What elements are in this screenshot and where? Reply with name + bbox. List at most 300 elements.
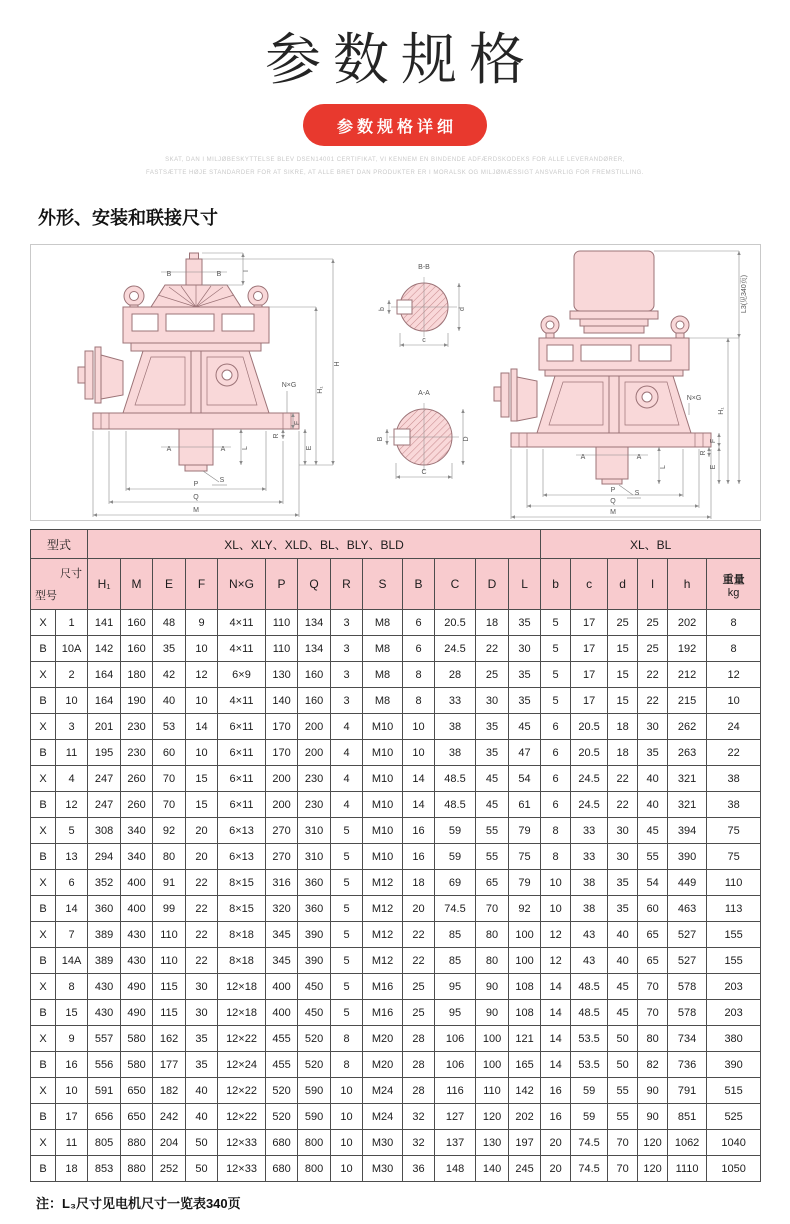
col-header: D <box>476 559 509 610</box>
table-cell: 360 <box>298 896 331 922</box>
table-cell: 8×15 <box>218 896 266 922</box>
table-cell: 650 <box>121 1078 153 1104</box>
table-cell: 16 <box>56 1052 88 1078</box>
table-cell: 5 <box>541 610 571 636</box>
table-cell: 800 <box>298 1156 331 1182</box>
table-cell: 8 <box>331 1026 363 1052</box>
table-cell: 12×18 <box>218 974 266 1000</box>
table-cell: 116 <box>435 1078 476 1104</box>
dim-label: H <box>334 361 341 367</box>
table-cell: 10 <box>56 688 88 714</box>
table-cell: B <box>31 948 56 974</box>
table-cell: 6 <box>541 714 571 740</box>
table-cell: 12×22 <box>218 1104 266 1130</box>
table-cell: 5 <box>331 870 363 896</box>
table-cell: 400 <box>121 896 153 922</box>
table-cell: 48 <box>153 610 186 636</box>
table-cell: 212 <box>668 662 707 688</box>
table-cell: 190 <box>121 688 153 714</box>
table-cell: 230 <box>121 740 153 766</box>
table-cell: 18 <box>403 870 435 896</box>
table-cell: 79 <box>509 870 541 896</box>
table-cell: 33 <box>435 688 476 714</box>
table-cell: 5 <box>331 818 363 844</box>
group-header-type: 型式 <box>31 530 88 559</box>
table-cell: 6×13 <box>218 844 266 870</box>
table-cell: 14A <box>56 948 88 974</box>
table-cell: M8 <box>363 662 403 688</box>
table-cell: 3 <box>331 636 363 662</box>
table-cell: 12 <box>707 662 761 688</box>
table-cell: 100 <box>476 1026 509 1052</box>
table-cell: 8 <box>331 1052 363 1078</box>
table-cell: 352 <box>88 870 121 896</box>
table-cell: 260 <box>121 766 153 792</box>
table-cell: 455 <box>266 1052 298 1078</box>
table-cell: 20.5 <box>435 610 476 636</box>
table-cell: B <box>31 1104 56 1130</box>
table-cell: 106 <box>435 1052 476 1078</box>
table-cell: 6×9 <box>218 662 266 688</box>
table-cell: 202 <box>668 610 707 636</box>
table-cell: 35 <box>153 636 186 662</box>
table-cell: 270 <box>266 844 298 870</box>
table-cell: 390 <box>298 948 331 974</box>
col-header: c <box>571 559 608 610</box>
col-header: S <box>363 559 403 610</box>
table-cell: 85 <box>435 948 476 974</box>
dim-label: F <box>710 438 717 444</box>
table-cell: 80 <box>638 1026 668 1052</box>
table-cell: 22 <box>638 662 668 688</box>
table-cell: 10 <box>541 870 571 896</box>
table-cell: 294 <box>88 844 121 870</box>
table-cell: 14 <box>186 714 218 740</box>
col-header: d <box>608 559 638 610</box>
table-cell: 1062 <box>668 1130 707 1156</box>
dim-label: A <box>220 446 226 453</box>
table-cell: 59 <box>435 844 476 870</box>
section-view-aa <box>377 390 470 479</box>
table-cell: 192 <box>668 636 707 662</box>
table-cell: 70 <box>153 792 186 818</box>
table-cell: 142 <box>88 636 121 662</box>
table-cell: 3 <box>331 662 363 688</box>
table-cell: 6 <box>541 766 571 792</box>
table-cell: 321 <box>668 792 707 818</box>
table-cell: 12 <box>541 948 571 974</box>
table-cell: 450 <box>298 974 331 1000</box>
table-cell: 308 <box>88 818 121 844</box>
table-cell: 40 <box>608 922 638 948</box>
table-cell: 360 <box>88 896 121 922</box>
table-cell: B <box>31 792 56 818</box>
table-cell: B <box>31 1156 56 1182</box>
table-cell: 430 <box>121 922 153 948</box>
table-cell: 74.5 <box>571 1130 608 1156</box>
table-cell: 177 <box>153 1052 186 1078</box>
table-cell: 40 <box>153 688 186 714</box>
table-cell: 182 <box>153 1078 186 1104</box>
right-reducer-motor-drawing <box>494 251 711 484</box>
table-cell: 204 <box>153 1130 186 1156</box>
table-cell: 140 <box>476 1156 509 1182</box>
table-cell: 130 <box>266 662 298 688</box>
table-cell: 4 <box>331 792 363 818</box>
section-aa-title: A-A <box>418 390 430 397</box>
table-cell: 11 <box>56 1130 88 1156</box>
table-cell: 134 <box>298 636 331 662</box>
table-cell: 310 <box>298 818 331 844</box>
table-cell: 6 <box>541 792 571 818</box>
table-cell: 40 <box>608 948 638 974</box>
dim-label: M <box>610 509 616 516</box>
table-cell: 100 <box>509 922 541 948</box>
table-cell: M24 <box>363 1078 403 1104</box>
table-cell: 590 <box>298 1078 331 1104</box>
table-cell: 65 <box>476 870 509 896</box>
dim-label: H₁ <box>317 386 324 394</box>
table-cell: M20 <box>363 1052 403 1078</box>
table-cell: 54 <box>509 766 541 792</box>
table-cell: 70 <box>608 1156 638 1182</box>
table-cell: 650 <box>121 1104 153 1130</box>
footnote: 注：L₃尺寸见电机尺寸一览表340页 <box>36 1196 241 1211</box>
table-cell: 252 <box>153 1156 186 1182</box>
table-cell: 180 <box>121 662 153 688</box>
table-cell: 38 <box>435 740 476 766</box>
table-cell: 50 <box>186 1130 218 1156</box>
table-cell: M10 <box>363 714 403 740</box>
table-cell: 32 <box>403 1130 435 1156</box>
table-cell: 18 <box>56 1156 88 1182</box>
table-cell: 7 <box>56 922 88 948</box>
table-cell: 10 <box>403 740 435 766</box>
table-cell: 245 <box>509 1156 541 1182</box>
table-cell: 6×11 <box>218 714 266 740</box>
table-cell: 10A <box>56 636 88 662</box>
col-header: M <box>121 559 153 610</box>
table-cell: 18 <box>608 714 638 740</box>
table-row <box>31 1052 761 1078</box>
table-cell: M12 <box>363 870 403 896</box>
table-cell: 10 <box>331 1156 363 1182</box>
section-heading: 外形、安装和联接尺寸 <box>38 208 218 228</box>
table-cell: 25 <box>608 610 638 636</box>
table-cell: 520 <box>298 1052 331 1078</box>
table-cell: 16 <box>541 1078 571 1104</box>
table-cell: 25 <box>403 974 435 1000</box>
table-cell: 8×18 <box>218 922 266 948</box>
table-cell: 35 <box>638 740 668 766</box>
table-cell: 449 <box>668 870 707 896</box>
table-cell: 736 <box>668 1052 707 1078</box>
dim-label: A <box>580 454 586 461</box>
table-cell: 14 <box>541 974 571 1000</box>
table-cell: 90 <box>476 1000 509 1026</box>
table-cell: 170 <box>266 714 298 740</box>
dim-label: E <box>710 464 717 470</box>
table-cell: 127 <box>435 1104 476 1130</box>
spec-table-body <box>31 610 761 1182</box>
table-cell: 5 <box>541 662 571 688</box>
table-cell: 2 <box>56 662 88 688</box>
table-cell: 35 <box>186 1026 218 1052</box>
table-cell: 30 <box>509 636 541 662</box>
table-cell: 65 <box>638 922 668 948</box>
table-cell: 10 <box>56 1078 88 1104</box>
table-cell: M8 <box>363 688 403 714</box>
dim-label: L <box>660 465 667 469</box>
table-cell: 75 <box>707 818 761 844</box>
table-cell: 30 <box>186 1000 218 1026</box>
table-cell: 20 <box>541 1130 571 1156</box>
table-cell: 110 <box>153 922 186 948</box>
table-cell: 160 <box>121 636 153 662</box>
table-cell: 520 <box>266 1078 298 1104</box>
table-cell: X <box>31 610 56 636</box>
table-cell: 48.5 <box>435 792 476 818</box>
table-cell: 33 <box>571 844 608 870</box>
table-cell: 12×24 <box>218 1052 266 1078</box>
col-header: E <box>153 559 186 610</box>
table-cell: 5 <box>331 844 363 870</box>
table-cell: 70 <box>153 766 186 792</box>
dim-label: E <box>306 445 313 451</box>
table-cell: 4 <box>331 766 363 792</box>
table-cell: 90 <box>476 974 509 1000</box>
table-cell: 55 <box>608 1078 638 1104</box>
table-cell: 80 <box>153 844 186 870</box>
table-cell: 74.5 <box>435 896 476 922</box>
table-cell: 15 <box>608 688 638 714</box>
table-cell: 14 <box>56 896 88 922</box>
table-cell: 38 <box>571 896 608 922</box>
dim-label: B <box>377 436 384 442</box>
table-cell: 28 <box>403 1078 435 1104</box>
dim-label: H₁ <box>718 407 725 415</box>
table-cell: 16 <box>541 1104 571 1130</box>
table-cell: 17 <box>571 662 608 688</box>
table-cell: 20 <box>186 818 218 844</box>
table-cell: 40 <box>186 1104 218 1130</box>
table-cell: 106 <box>435 1026 476 1052</box>
col-header: l <box>638 559 668 610</box>
table-cell: 12 <box>56 792 88 818</box>
fine-print-line2: FASTSÆTTE HØJE STANDARDER FOR AT SIKRE, AT ALLE BRET DAN PRODUKTER ER I MORALSK OG MILJØMÆSSIGT ANSVARLIG FOR FREMSTILLING. <box>145 170 645 176</box>
table-cell: 18 <box>476 610 509 636</box>
table-cell: 230 <box>121 714 153 740</box>
table-row <box>31 688 761 714</box>
table-cell: 791 <box>668 1078 707 1104</box>
table-cell: 95 <box>435 974 476 1000</box>
dim-label: S <box>219 477 225 484</box>
table-cell: 45 <box>509 714 541 740</box>
table-cell: 310 <box>298 844 331 870</box>
table-cell: M10 <box>363 818 403 844</box>
table-cell: 20.5 <box>571 714 608 740</box>
dim-label: b <box>379 307 386 311</box>
table-row <box>31 844 761 870</box>
table-cell: 55 <box>608 1104 638 1130</box>
table-cell: 10 <box>186 688 218 714</box>
col-header: H₁ <box>88 559 121 610</box>
table-cell: 38 <box>707 766 761 792</box>
table-cell: 32 <box>403 1104 435 1130</box>
table-cell: 18 <box>608 740 638 766</box>
table-cell: 8×15 <box>218 870 266 896</box>
table-cell: 120 <box>638 1130 668 1156</box>
dim-label: M <box>193 507 199 514</box>
table-cell: 100 <box>476 1052 509 1078</box>
table-cell: 463 <box>668 896 707 922</box>
table-cell: 5 <box>331 1000 363 1026</box>
table-cell: 8 <box>403 662 435 688</box>
table-row <box>31 1078 761 1104</box>
table-cell: 345 <box>266 922 298 948</box>
table-cell: X <box>31 870 56 896</box>
table-row <box>31 1104 761 1130</box>
table-cell: 390 <box>707 1052 761 1078</box>
table-cell: 25 <box>476 662 509 688</box>
table-cell: 30 <box>476 688 509 714</box>
dimension-diagram <box>30 244 761 521</box>
table-cell: 9 <box>56 1026 88 1052</box>
table-cell: 20 <box>186 844 218 870</box>
table-cell: 6×11 <box>218 740 266 766</box>
table-cell: X <box>31 974 56 1000</box>
table-cell: 12×33 <box>218 1130 266 1156</box>
table-cell: 9 <box>186 610 218 636</box>
table-cell: 30 <box>186 974 218 1000</box>
table-cell: 17 <box>571 636 608 662</box>
corner-header-cell <box>31 559 88 610</box>
table-cell: 74.5 <box>571 1156 608 1182</box>
table-cell: 108 <box>509 1000 541 1026</box>
table-cell: 24 <box>707 714 761 740</box>
table-cell: 557 <box>88 1026 121 1052</box>
table-cell: 69 <box>435 870 476 896</box>
table-cell: 92 <box>153 818 186 844</box>
table-cell: 14 <box>541 1000 571 1026</box>
table-cell: 25 <box>403 1000 435 1026</box>
col-header: R <box>331 559 363 610</box>
table-cell: 853 <box>88 1156 121 1182</box>
table-cell: 65 <box>638 948 668 974</box>
table-cell: 14 <box>541 1052 571 1078</box>
dim-label: Q <box>193 494 199 501</box>
dim-label: F <box>294 420 301 426</box>
diagram-svg <box>31 245 760 520</box>
table-cell: 24.5 <box>571 792 608 818</box>
table-cell: X <box>31 1078 56 1104</box>
table-cell: 202 <box>509 1104 541 1130</box>
table-cell: 430 <box>121 948 153 974</box>
table-cell: 80 <box>476 948 509 974</box>
table-row <box>31 974 761 1000</box>
table-cell: 380 <box>707 1026 761 1052</box>
dim-label: D <box>463 436 470 442</box>
table-cell: 70 <box>476 896 509 922</box>
spec-table <box>30 529 761 1182</box>
table-cell: 321 <box>668 766 707 792</box>
table-row <box>31 662 761 688</box>
table-cell: 38 <box>571 870 608 896</box>
table-cell: 22 <box>186 870 218 896</box>
dim-label: c <box>422 337 426 344</box>
dim-label: B <box>216 271 222 278</box>
table-cell: 203 <box>707 974 761 1000</box>
table-cell: 578 <box>668 974 707 1000</box>
col-header-weight <box>707 559 761 610</box>
table-row <box>31 870 761 896</box>
table-cell: 10 <box>707 688 761 714</box>
table-cell: B <box>31 636 56 662</box>
table-cell: M12 <box>363 896 403 922</box>
table-cell: B <box>31 740 56 766</box>
table-cell: 247 <box>88 766 121 792</box>
table-cell: 800 <box>298 1130 331 1156</box>
table-cell: 6×13 <box>218 818 266 844</box>
table-cell: 50 <box>608 1026 638 1052</box>
table-cell: 10 <box>541 896 571 922</box>
table-cell: 15 <box>608 662 638 688</box>
table-cell: 6 <box>56 870 88 896</box>
table-cell: 201 <box>88 714 121 740</box>
table-cell: 590 <box>298 1104 331 1130</box>
table-cell: 60 <box>153 740 186 766</box>
table-cell: 59 <box>571 1078 608 1104</box>
table-cell: 17 <box>571 610 608 636</box>
table-cell: 48.5 <box>571 1000 608 1026</box>
table-cell: 141 <box>88 610 121 636</box>
table-cell: 53.5 <box>571 1026 608 1052</box>
table-cell: 43 <box>571 922 608 948</box>
table-cell: 35 <box>186 1052 218 1078</box>
table-cell: 95 <box>435 1000 476 1026</box>
dim-label: N×G <box>281 382 297 389</box>
table-cell: 345 <box>266 948 298 974</box>
table-cell: 130 <box>476 1130 509 1156</box>
table-row <box>31 636 761 662</box>
table-cell: 70 <box>638 974 668 1000</box>
table-cell: 270 <box>266 818 298 844</box>
table-cell: 14 <box>403 766 435 792</box>
table-cell: 55 <box>638 844 668 870</box>
table-cell: 12×18 <box>218 1000 266 1026</box>
table-cell: 90 <box>638 1078 668 1104</box>
col-header: C <box>435 559 476 610</box>
table-cell: 115 <box>153 1000 186 1026</box>
table-cell: X <box>31 1026 56 1052</box>
col-header: L <box>509 559 541 610</box>
dim-label: P <box>610 487 616 494</box>
table-cell: 656 <box>88 1104 121 1130</box>
table-cell: 17 <box>56 1104 88 1130</box>
dim-label: d <box>459 307 466 311</box>
table-cell: 734 <box>668 1026 707 1052</box>
table-cell: X <box>31 766 56 792</box>
table-cell: 91 <box>153 870 186 896</box>
table-cell: 160 <box>298 662 331 688</box>
dim-label: L <box>242 446 249 450</box>
col-header: Q <box>298 559 331 610</box>
table-cell: 160 <box>298 688 331 714</box>
dim-label: I <box>243 270 250 272</box>
table-cell: 45 <box>476 792 509 818</box>
table-cell: 50 <box>186 1156 218 1182</box>
table-cell: 591 <box>88 1078 121 1104</box>
